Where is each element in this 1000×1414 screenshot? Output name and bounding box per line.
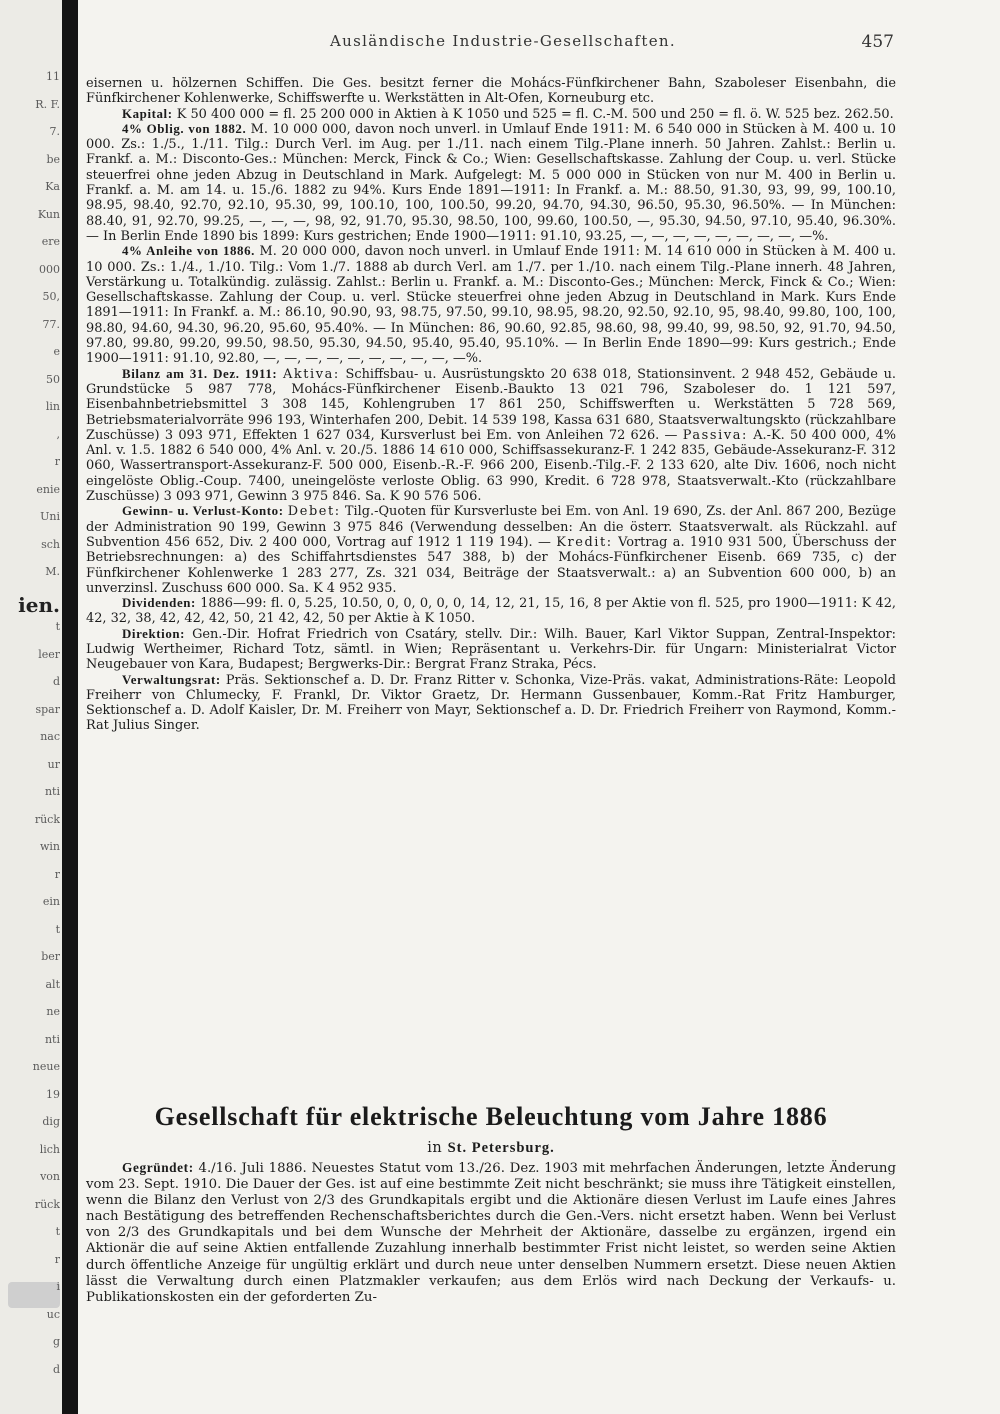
- facing-page-fragment: lin: [45, 400, 60, 413]
- verwaltungsrat-text: Präs. Sektionschef a. D. Dr. Franz Ritter v. Schonka, Vize-Präs. vakat, Administrations-Räte: Leopold Freiherr von Chlumecky, F. Frankl, Dr. Viktor Graetz, Dr. Hermann Gussenbauer, Komm.-Rat Fritz Hamburger, Sektionschef a. D. Adolf Kaisler, Dr. M. Freiherr von Mayr, Sektionschef a. D. Dr. Friedrich Freiherr von Raymond, Komm.-Rat Julius Singer.: [86, 672, 896, 734]
- anleihe-text: M. 20 000 000, davon noch unverl. in Umlauf Ende 1911: M. 14 610 000 in Stücken à M. 400 u. 10 000. Zs.: 1./4., 1./10. Tilg.: Vom 1./7. 1888 ab durch Verl. am 1./7. per 1./10. nach einem Tilg.-Plane innerh. 48 Jahren, Verstärkung u. Totalkündig. zulässig. Zahlst.: Berlin u. Frankf. a. M.: Disconto-Ges.; München: Merck, Finck & Co.; Wien: Gesellschaftskasse. Zahlung der Coup. u. verl. Stücke steuerfrei ohne jeden Abzug in Deutschland in Mark. Kurs Ende 1891—1911: In Frankf. a. M.: 86.10, 90.90, 93, 98.75, 97.50, 99.10, 98.95, 98.20, 92.50, 92.10, 95, 98.40, 99.80, 100, 100, 98.80, 94.60, 94.30, 96.20, 95.60, 95.40%. — In München: 86, 90.60, 92.85, 98.60, 98, 99.40, 99, 98.50, 92, 91.70, 94.50, 97.80, 99.80, 99.20, 99.50, 98.50, 95.30, 94.50, 95.40, 95.40, 95.10%. — In Berlin Ende 1890—99: Kurs gestrich.; Ende 1900—1911: 91.10, 92.80, —, —, —, —, —, —, —, —, —, —%.: [86, 244, 897, 367]
- dividenden-text: 1886—99: fl. 0, 5.25, 10.50, 0, 0, 0, 0, 0, 14, 12, 21, 15, 16, 8 per Aktie von fl. 525, pro 1900—1911: K 42, 42, 32, 38, 42, 42, 42, 50, 21 42, 42, 50 per Aktie à K 1050.: [86, 596, 896, 627]
- facing-page-fragment: sch: [41, 537, 60, 551]
- direktion-label: Direktion:: [122, 626, 186, 641]
- bilanz-label: Bilanz am 31. Dez. 1911:: [122, 366, 278, 381]
- kapital-label: Kapital:: [122, 106, 173, 121]
- facing-page-fragment: ,: [56, 427, 60, 441]
- facing-page-fragment: M.: [45, 565, 60, 578]
- anleihe-label: 4% Anleihe von 1886.: [122, 244, 255, 259]
- facing-page-fragment: d: [52, 675, 60, 688]
- facing-page-fragment: ere: [41, 235, 60, 248]
- obligation-text: M. 10 000 000, davon noch unverl. in Umlauf Ende 1911: M. 6 540 000 in Stücken à M. 400 u. 10 000. Zs.: 1./5., 1./11. Tilg.: Durch Verl. im Aug. per 1./11. nach einem Tilg.-Plane innerh. 50 Jahren. Zahlst.: Berlin u. Frankf. a. M.: Disconto-Ges.: München: Merck, Finck & Co.; Wien: Gesellschaftskasse. Zahlung der Coup. u. verl. Stücke steuerfrei ohne jeden Abzug in Deutschland in Mark. Aufgelegt: M. 5 000 000 in Stücken von nur M. 400 in Berlin u. Frankf. a. M. am 14. u. 15./6. 1882 zu 94%. Kurs Ende 1891—1911: In Frankf. a. M.: 88.50, 91.30, 93, 99, 99, 100.10, 98.95, 98.40, 92.70, 92.10, 95.30, 99, 100.10, 100, 100.50, 99.20, 94.70, 94.30, 96.50, 95.30, 96.50%. — In München: 88.40, 91, 92.70, 99.25, —, —, —, 98, 92, 91.70, 95.30, 98.50, 100, 99.60, 100.50, —, 95.30, 94.50, 97.10, 95.40, 96.30%. — In Berlin Ende 1890 bis 1899: Kurs gestrichen; Ende 1900—1911: 91.10, 93.25, —, —, —, —, —, —, —, —, —%.: [86, 121, 896, 244]
- intro-paragraph: eisernen u. hölzernen Schiffen. Die Ges. besitzt ferner die Mohács-Fünfkirchener Bahn, Szaboleser Eisenbahn, die Fünfkirchener Kohlenwerke, Schiffswerfte u. Werkstätten in Alt-Ofen, Korneuburg etc.: [86, 76, 896, 107]
- facing-page-fragment: t: [55, 1225, 60, 1238]
- facing-page-fragment: r: [54, 455, 60, 468]
- facing-page-fragment: Ka: [45, 180, 60, 193]
- page-number: 457: [861, 32, 894, 52]
- debet-label: Debet:: [287, 504, 341, 520]
- dividenden-label: Dividenden:: [122, 596, 196, 611]
- facing-page-fragment: neue: [32, 1060, 60, 1073]
- facing-page-fragment: ien.: [18, 592, 60, 617]
- facing-page-fragment: ein: [42, 895, 60, 908]
- facing-page-fragment: rück: [34, 1197, 60, 1211]
- binding-gutter: [62, 0, 78, 1414]
- company-entry: [86, 1160, 896, 1306]
- facing-page-fragment: spar: [35, 702, 60, 716]
- facing-page-fragment: 77.: [42, 317, 60, 331]
- dividenden-paragraph: [86, 596, 896, 627]
- running-title: Ausländische Industrie-Gesellschaften.: [330, 32, 676, 50]
- entry-column: [86, 76, 896, 734]
- kapital-paragraph: [86, 107, 896, 122]
- facing-page-fragment: Uni: [40, 510, 60, 523]
- facing-page-fragment: r: [54, 1252, 60, 1266]
- direktion-text: Gen.-Dir. Hofrat Friedrich von Csatáry, stellv. Dir.: Wilh. Bauer, Karl Viktor Suppan, Zentral-Inspektor: Ludwig Wertheimer, Richard Totz, sämtl. in Wien; Repräsentant u. Verkehrs-Dir. für Ungarn: Ministerialrat Victor Neugebauer von Kara, Budapest; Bergwerks-Dir.: Bergrat Franz Straka, Pécs.: [86, 626, 896, 673]
- facing-page-fragment: e: [53, 345, 60, 358]
- facing-page-fragment: 000: [39, 262, 60, 276]
- kredit-label: Kredit:: [556, 534, 613, 550]
- facing-page-fragment: uc: [46, 1307, 60, 1321]
- facing-page-fragment: 11: [46, 70, 60, 83]
- guv-paragraph: [86, 504, 896, 596]
- facing-page-fragment: nti: [44, 785, 60, 798]
- facing-page-fragment: lich: [39, 1142, 60, 1156]
- gegruendet-paragraph: [86, 1160, 896, 1306]
- facing-page-fragment: nac: [40, 730, 60, 743]
- facing-page-fragment: Kun: [37, 207, 60, 221]
- facing-page-fragment: win: [39, 840, 60, 853]
- facing-page-fragment: dig: [42, 1115, 60, 1128]
- company-city: St. Petersburg.: [447, 1140, 555, 1156]
- facing-page-fragment: R. F.: [35, 97, 60, 111]
- facing-page-fragment: 50,: [42, 290, 60, 303]
- facing-page-fragment: rück: [34, 812, 60, 826]
- facing-page-fragment: t: [55, 922, 60, 936]
- aktiva-label: Aktiva:: [282, 366, 340, 382]
- guv-label: Gewinn- u. Verlust-Konto:: [122, 504, 284, 519]
- gegruendet-label: Gegründet:: [122, 1160, 194, 1175]
- facing-page-fragment: 50: [46, 372, 60, 386]
- bilanz-paragraph: [86, 367, 896, 505]
- passiva-label: Passiva:: [682, 427, 748, 443]
- facing-page-fragment: ber: [41, 950, 60, 963]
- facing-page-fragment: von: [40, 1170, 60, 1183]
- aktiva-text: Schiffsbau- u. Ausrüstungskto 20 638 018, Stationsinvent. 2 948 452, Gebäude u. Grundstücke 5 987 778, Mohács-Fünfkirchener Eisenb.-Baukto 13 021 796, Szaboleser do. 1 121 597, Eisenbahnbetriebsmittel 3 308 145, Kohlengruben 17 861 250, Schiffswerften u. Werkstätten 5 728 569, Betriebsmaterialvorräte 996 193, Winterhafen 200, Debit. 14 539 198, Kassa 631 680, Staatsverwaltungskto (rückzahlbare Zuschüsse) 3 093 971, Effekten 1 627 034, Kursverlust bei Em. von Anleihen 72 626. —: [86, 366, 896, 443]
- facing-page-fragment: g: [52, 1335, 60, 1348]
- running-head: [112, 32, 894, 54]
- company-title: Gesellschaft für elektrische Beleuchtung vom Jahre 1886: [154, 1102, 828, 1131]
- facing-page-fragment: ur: [47, 757, 60, 771]
- debet-text: Tilg.-Quoten für Kursverluste bei Em. von Anl. 19 690, Zs. der Anl. 867 200, Bezüge der Administration 90 199, Gewinn 3 975 846 (Verwendung desselben: An die österr. Staatsverwalt. als Rückzahl. auf Subvention 456 652, Div. 2 400 000, Vortrag auf 1912 1 119 194). —: [86, 504, 897, 550]
- verwaltungsrat-label: Verwaltungsrat:: [122, 672, 221, 687]
- facing-page-fragment: 7.: [49, 125, 60, 138]
- facing-page-fragment: t: [55, 620, 60, 633]
- facing-page-fragment: alt: [45, 977, 60, 991]
- facing-page-fragment: i: [56, 1280, 60, 1293]
- obligation-paragraph: [86, 122, 896, 244]
- facing-page-fragment: r: [54, 867, 60, 881]
- direktion-paragraph: [86, 627, 896, 673]
- company-location: [86, 1140, 896, 1157]
- anleihe-paragraph: [86, 244, 896, 366]
- kapital-text: K 50 400 000 = fl. 25 200 000 in Aktien à K 1050 und 525 = fl. C.-M. 500 und 250 = fl. ö. W. 525 bez. 262.50.: [172, 106, 894, 122]
- company-location-prefix: in: [427, 1140, 448, 1156]
- obligation-label: 4% Oblig. von 1882.: [122, 121, 247, 136]
- facing-page-fragment: d: [52, 1362, 60, 1376]
- gegruendet-text: 4./16. Juli 1886. Neuestes Statut vom 13./26. Dez. 1903 mit mehrfachen Änderungen, letzte Änderung vom 23. Sept. 1910. Die Dauer der Ges. ist auf eine bestimmte Zeit nicht beschränkt; sie muss ihre Tätigkeit einstellen, wenn die Bilanz den Verlust von 2/3 des Grundkapitals ergibt und die Aktionäre diesen Verlust im Laufe eines Jahres nach Bestätigung des betreffenden Rechenschaftsberichtes durch die Gen.-Vers. nicht ersetzt haben. Wenn bei Verlust von 2/3 des Grundkapitals und bei dem Wunsche der Mehrheit der Aktionäre, dasselbe zu ergänzen, irgend ein Aktionär die auf seine Aktien entfallende Zuzahlung innerhalb bestimmter Frist nicht leistet, so werden seine Aktien durch öffentliche Anzeige für ungültig erklärt und durch neue unter denselben Nummern ersetzt. Diese neuen Aktien lässt die Verwaltung durch einen Platzmakler verkaufen; aus dem Erlös wird nach Deckung der Verkaufs- u. Publikationskosten ein der geforderten Zu-: [86, 1161, 896, 1305]
- facing-page-fragment: enie: [36, 482, 60, 496]
- passiva-text: A.-K. 50 400 000, 4% Anl. v. 1.5. 1882 6 540 000, 4% Anl. v. 20./5. 1886 14 610 000, Schiffsassekuranz-F. 1 242 835, Gebäude-Assekuranz-F. 312 060, Wassertransport-Assekuranz-F. 500 000, Eisenb.-R.-F. 966 200, Eisenb.-Tilg.-F. 2 133 620, alte Div. 1606, noch nicht eingelöste Oblig.-Coup. 7400, uneingelöste verloste Oblig. 63 990, Kredit. 6 728 978, Staatsverwalt.-Kto (rückzahlbare Zuschüsse) 3 093 971, Gewinn 3 975 846. Sa. K 90 576 506.: [86, 427, 896, 505]
- kredit-text: Vortrag a. 1910 931 500, Überschuss der Betriebsrechnungen: a) des Schiffahrtsdienstes 547 388, b) der Mohács-Fünfkirchener Eisenb. 669 735, c) der Fünfkirchener Kohlenwerke 1 283 277, Zs. 321 034, Beiträge der Staatsverwalt.: a) an Subvention 600 000, b) an unverzinsl. Zuschuss 600 000. Sa. K 4 952 935.: [86, 534, 896, 596]
- facing-page-fragment: leer: [38, 647, 60, 661]
- facing-page-fragment: be: [46, 152, 60, 166]
- facing-page-fragment: 19: [46, 1087, 60, 1101]
- facing-page-fragment: nti: [44, 1032, 60, 1046]
- facing-page-fragment: ne: [46, 1005, 60, 1018]
- verwaltungsrat-paragraph: [86, 673, 896, 734]
